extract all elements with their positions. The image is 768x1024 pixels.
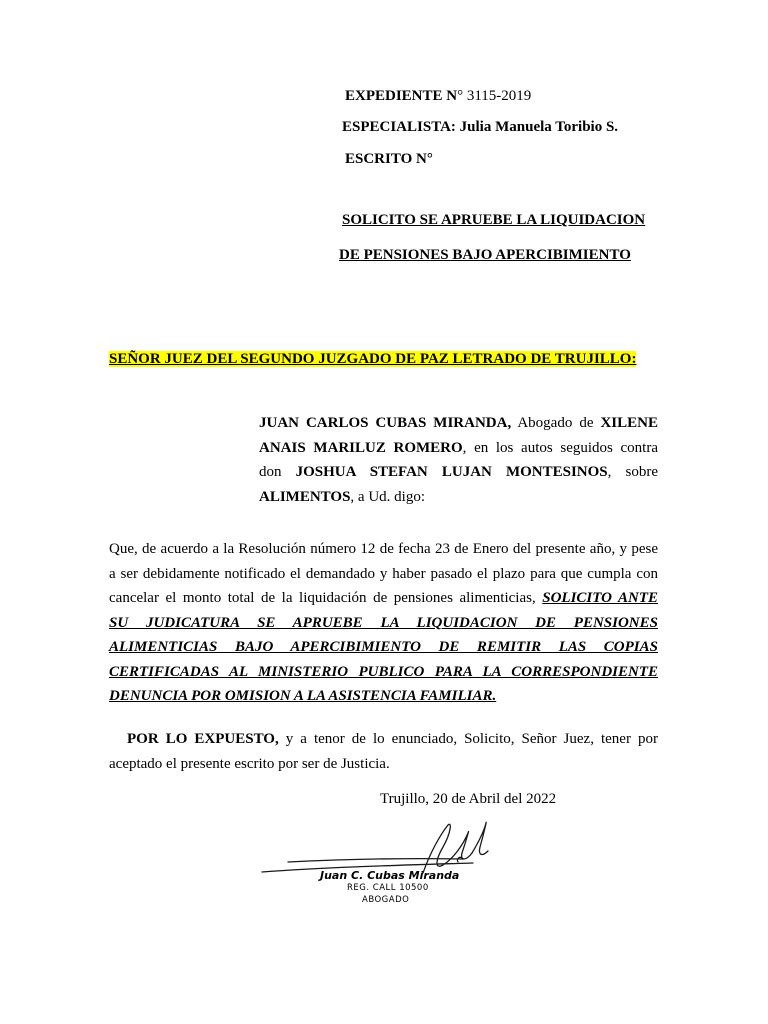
body-paragraph <box>109 537 658 709</box>
sumilla-line-1 <box>342 212 645 229</box>
body-line-3-text: cancelar el monto total de la liquidación de pensiones alimenticias, <box>109 590 543 606</box>
body-line-1: Que, de acuerdo a la Resolución número 12 de fecha 23 de Enero del presente año, y pese <box>109 541 658 557</box>
date-place: Trujillo, 20 de Abril del 2022 <box>380 791 557 807</box>
intro-line-2 <box>259 436 658 461</box>
body-line-7 <box>109 684 658 709</box>
client-surnames: ANAIS MARILUZ ROMERO <box>259 439 463 456</box>
request-end: DENUNCIA POR OMISION A LA ASISTENCIA FAMILIAR. <box>109 688 497 704</box>
expediente-number: 3115-2019 <box>463 88 532 104</box>
especialista-text: ESPECIALISTA: Julia Manuela Toribio S. <box>342 119 619 135</box>
request-start: SOLICITO ANTE <box>542 590 658 606</box>
sumilla-line-2 <box>339 247 631 264</box>
petitioner-name: JUAN CARLOS CUBAS MIRANDA, <box>259 415 512 431</box>
closing-bold: POR LO EXPUESTO, <box>127 731 279 747</box>
addressee-text: SEÑOR JUEZ DEL SEGUNDO JUZGADO DE PAZ LETRADO DE TRUJILLO: <box>109 351 637 367</box>
matter: ALIMENTOS <box>259 488 351 505</box>
body-line-2: a ser debidamente notificado el demandado y haber pasado el plazo para que cumpla con <box>109 565 658 582</box>
body-line-3 <box>109 586 658 611</box>
intro-text-2: , en los autos seguidos contra <box>462 439 658 456</box>
intro-line-4 <box>259 485 658 510</box>
escrito-line <box>345 151 433 168</box>
signature-registration: REG. CALL 10500 <box>347 883 429 893</box>
body-line-4: SU JUDICATURA SE APRUEBE LA LIQUIDACION DE PENSIONES <box>109 614 658 631</box>
closing-line-1 <box>109 727 658 752</box>
sumilla-line-2-text: DE PENSIONES BAJO APERCIBIMIENTO <box>339 247 631 263</box>
expediente-label: EXPEDIENTE N <box>345 88 458 104</box>
body-line-6: CERTIFICADAS AL MINISTERIO PUBLICO PARA LA CORRESPONDIENTE <box>109 663 658 680</box>
defendant-name: JOSHUA STEFAN LUJAN MONTESINOS <box>295 464 608 480</box>
expediente-degree: ° <box>457 88 464 104</box>
intro-line-3 <box>259 460 658 485</box>
intro-text-3: don <box>259 464 296 480</box>
intro-line-1 <box>259 411 658 436</box>
intro-text-1: Abogado de <box>511 415 601 431</box>
addressee <box>109 351 636 368</box>
escrito-text: ESCRITO N° <box>345 151 433 167</box>
signature-title: ABOGADO <box>362 895 410 905</box>
body-line-5: ALIMENTICIAS BAJO APERCIBIMIENTO DE REMITIR LAS COPIAS <box>109 639 658 655</box>
closing-paragraph <box>109 727 658 776</box>
intro-text-4: , sobre <box>607 464 658 480</box>
closing-text: y a tenor de lo enunciado, Solicito, Señor Juez, tener por <box>278 731 658 747</box>
signature-block <box>258 815 498 910</box>
client-first-name: XILENE <box>600 415 658 431</box>
especialista-line <box>342 119 618 136</box>
sumilla-line-1-text: SOLICITO SE APRUEBE LA LIQUIDACION <box>342 212 646 228</box>
expediente-line <box>345 88 531 105</box>
intro-text-5: , a Ud. digo: <box>350 488 425 505</box>
intro-paragraph <box>259 411 658 509</box>
closing-line-2: aceptado el presente escrito por ser de Justicia. <box>109 755 390 772</box>
signature-name: Juan C. Cubas Miranda <box>320 869 460 882</box>
